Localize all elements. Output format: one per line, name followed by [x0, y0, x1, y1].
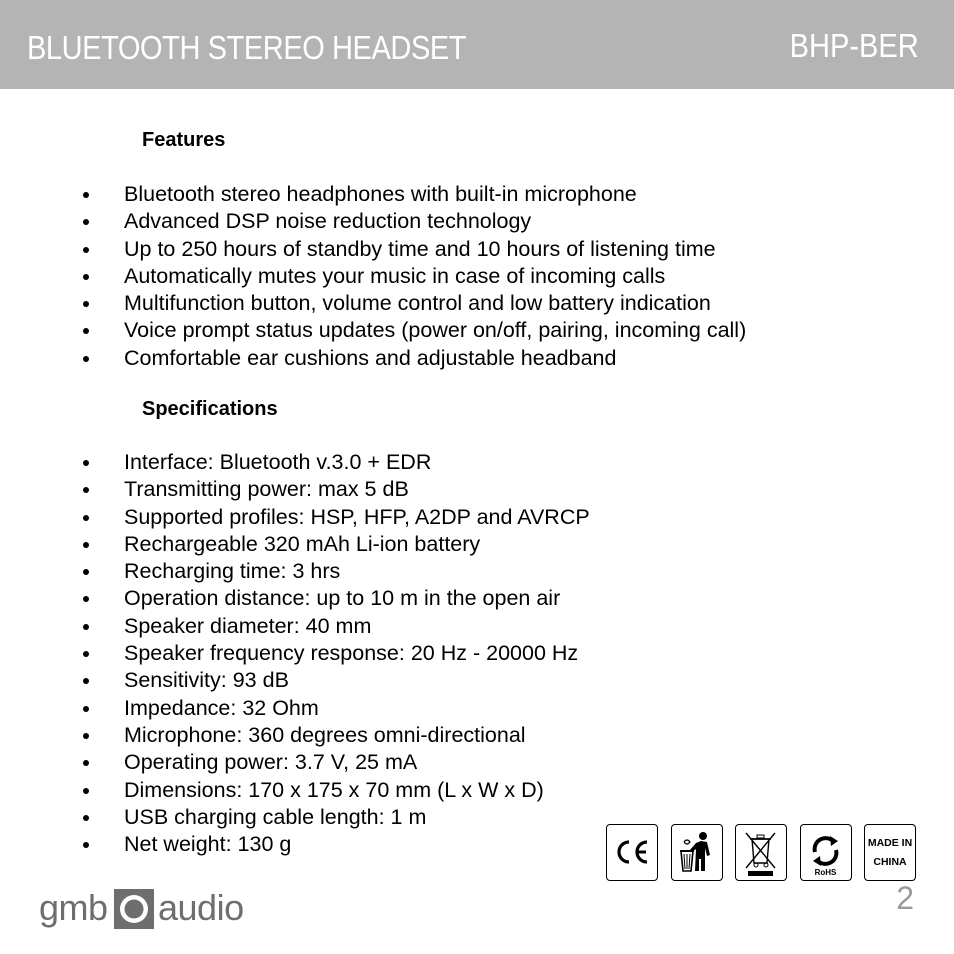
bullet-icon: [83, 274, 89, 280]
weee-crossed-bin-icon: [735, 824, 787, 881]
feature-item: [0, 291, 746, 318]
specification-item: [0, 641, 590, 668]
model-number: BHP-BER: [789, 27, 919, 64]
feature-item-text: Voice prompt status updates (power on/off, pairing, incoming call): [124, 318, 747, 343]
specification-item-text: USB charging cable length: 1 m: [124, 804, 427, 829]
bullet-icon: [83, 678, 89, 684]
feature-item: [0, 346, 746, 373]
bullet-icon: [83, 247, 89, 253]
bullet-icon: [83, 219, 89, 225]
feature-item: [0, 209, 746, 236]
specifications-list: [0, 450, 590, 859]
features-list: [0, 182, 746, 373]
bullet-icon: [83, 842, 89, 848]
feature-item-text: Bluetooth stereo headphones with built-in microphone: [124, 182, 637, 206]
bullet-icon: [83, 706, 89, 712]
feature-item-text: Multifunction button, volume control and low battery indication: [124, 291, 711, 316]
specification-item-text: Sensitivity: 93 dB: [124, 668, 289, 693]
bullet-icon: [83, 760, 89, 766]
bullet-icon: [83, 733, 89, 739]
specification-item: [0, 696, 590, 723]
rohs-icon: [800, 824, 852, 881]
specification-item: [0, 668, 590, 695]
specifications-heading: Specifications: [142, 398, 278, 420]
feature-item-text: Advanced DSP noise reduction technology: [124, 209, 532, 234]
feature-item: [0, 182, 746, 209]
bullet-icon: [83, 624, 89, 630]
page-number: 2: [896, 880, 914, 916]
rohs-label: RoHS: [814, 868, 837, 877]
specification-item: [0, 614, 590, 641]
bullet-icon: [83, 542, 89, 548]
specification-item: [0, 477, 590, 504]
feature-item: [0, 264, 746, 291]
specification-item: [0, 750, 590, 777]
bullet-icon: [83, 301, 89, 307]
specification-item-text: Recharging time: 3 hrs: [124, 559, 341, 584]
feature-item: [0, 237, 746, 264]
specification-item: [0, 805, 590, 832]
bullet-icon: [83, 569, 89, 575]
specification-item-text: Dimensions: 170 x 175 x 70 mm (L x W x D): [124, 777, 544, 802]
bullet-icon: [83, 596, 89, 602]
feature-item: [0, 318, 746, 345]
specification-item: [0, 832, 590, 859]
specification-item: [0, 559, 590, 586]
page-header: [0, 0, 954, 89]
tidy-man-bin-icon: [671, 824, 723, 881]
specification-item: [0, 723, 590, 750]
features-heading: Features: [142, 129, 226, 151]
specification-item: [0, 532, 590, 559]
specification-item: [0, 778, 590, 805]
bullet-icon: [83, 328, 89, 334]
logo-text-audio: audio: [158, 887, 244, 928]
bullet-icon: [83, 815, 89, 821]
document-title: BLUETOOTH STEREO HEADSET: [27, 29, 467, 66]
feature-item-text: Automatically mutes your music in case of incoming calls: [124, 263, 666, 288]
specification-item-text: Transmitting power: max 5 dB: [124, 477, 409, 502]
logo-text-gmb: gmb: [39, 887, 108, 928]
specification-item-text: Supported profiles: HSP, HFP, A2DP and AVRCP: [124, 504, 590, 529]
bullet-icon: [83, 651, 89, 657]
bullet-icon: [83, 356, 89, 362]
specification-item-text: Speaker frequency response: 20 Hz - 20000 Hz: [124, 641, 579, 666]
specification-item-text: Interface: Bluetooth v.3.0 + EDR: [124, 450, 432, 474]
specification-item-text: Rechargeable 320 mAh Li-ion battery: [124, 531, 481, 556]
bullet-icon: [83, 460, 89, 466]
specification-item: [0, 505, 590, 532]
ce-mark-icon: [606, 824, 658, 881]
logo-speaker-icon: [113, 888, 155, 930]
specification-item-text: Operation distance: up to 10 m in the open air: [124, 586, 561, 611]
made-in-label: MADE IN: [867, 837, 913, 849]
china-label: CHINA: [873, 856, 907, 868]
bullet-icon: [83, 515, 89, 521]
specification-item-text: Speaker diameter: 40 mm: [124, 613, 372, 638]
bullet-icon: [83, 192, 89, 198]
feature-item-text: Comfortable ear cushions and adjustable headband: [124, 345, 617, 370]
specification-item: [0, 586, 590, 613]
specification-item-text: Impedance: 32 Ohm: [124, 695, 319, 720]
made-in-china-icon: [864, 824, 916, 881]
specification-item-text: Operating power: 3.7 V, 25 mA: [124, 750, 418, 775]
feature-item-text: Up to 250 hours of standby time and 10 hours of listening time: [124, 236, 716, 261]
bullet-icon: [83, 788, 89, 794]
specification-item: [0, 450, 590, 477]
specification-item-text: Net weight: 130 g: [124, 832, 292, 857]
bullet-icon: [83, 487, 89, 493]
specification-item-text: Microphone: 360 degrees omni-directional: [124, 722, 526, 747]
